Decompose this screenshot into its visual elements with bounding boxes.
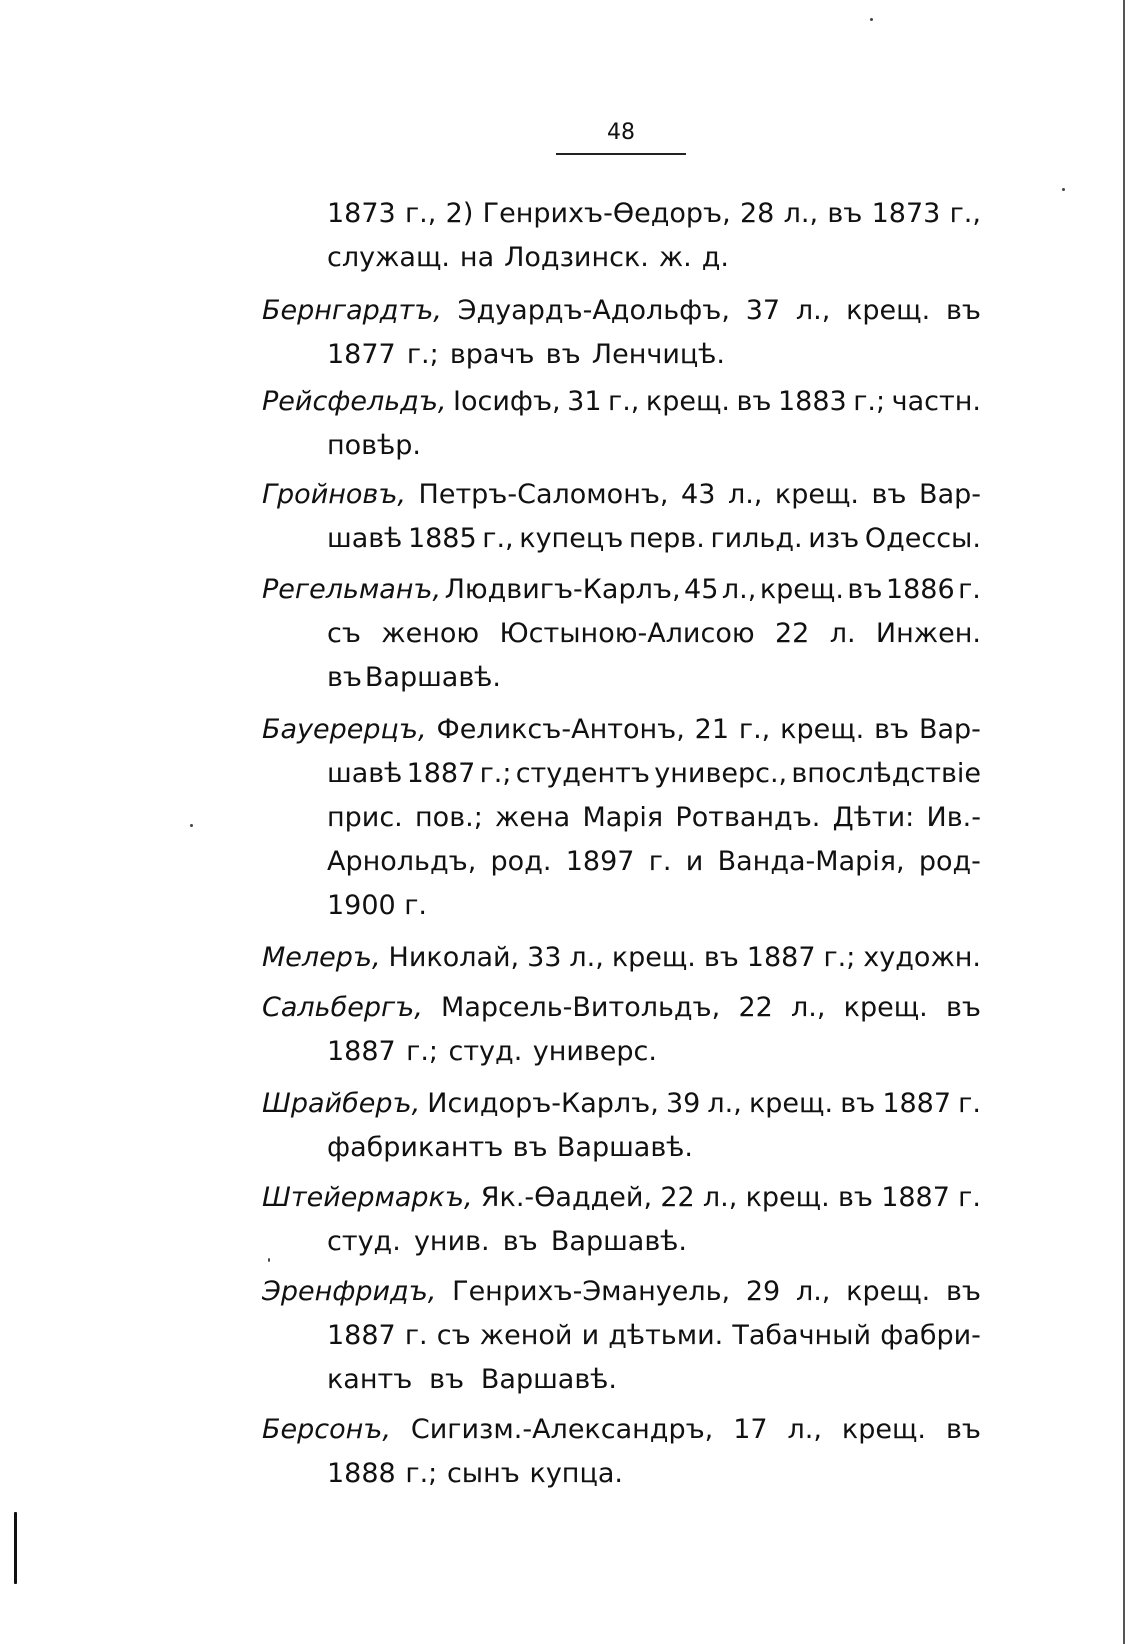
word: купецъ bbox=[519, 523, 624, 554]
word: г., bbox=[482, 523, 514, 554]
word: 29 bbox=[745, 1276, 781, 1307]
word: г.; bbox=[853, 386, 886, 417]
word: повѣр. bbox=[327, 430, 421, 461]
word: г.; bbox=[479, 758, 512, 789]
entry-first-line bbox=[262, 1082, 981, 1126]
word: г., bbox=[949, 198, 981, 229]
word: студ. bbox=[448, 1036, 523, 1067]
word: 1883 bbox=[778, 386, 847, 417]
word: 33 bbox=[527, 942, 562, 973]
entry-surname: Бернгардтъ, bbox=[262, 295, 442, 326]
word: кантъ bbox=[327, 1364, 413, 1395]
word: пов.; bbox=[415, 802, 483, 833]
word: г. bbox=[648, 846, 672, 877]
word: Ив.- bbox=[926, 802, 981, 833]
word: Генрихъ-Өедоръ, bbox=[482, 198, 731, 229]
word: Вар- bbox=[919, 479, 981, 510]
text-line bbox=[327, 796, 981, 840]
word: женой bbox=[479, 1320, 573, 1351]
page-number-rule bbox=[556, 153, 686, 155]
text-line bbox=[327, 884, 427, 928]
word: Ленчицѣ. bbox=[591, 339, 725, 370]
word: крещ. bbox=[841, 1414, 926, 1445]
word: г., bbox=[405, 198, 437, 229]
word: Варшавѣ. bbox=[364, 662, 501, 693]
word: г.; bbox=[406, 339, 439, 370]
word: въ bbox=[512, 1132, 548, 1163]
word: Вар- bbox=[918, 714, 981, 745]
entry-surname: Регельманъ, bbox=[262, 574, 442, 605]
entry-surname: Берсонъ, bbox=[262, 1414, 391, 1445]
word: 1873 bbox=[327, 198, 396, 229]
entry-first-line bbox=[262, 380, 981, 424]
word: 1900 bbox=[327, 890, 396, 921]
word: въ bbox=[837, 1182, 873, 1213]
word: гильд. bbox=[710, 523, 803, 554]
word: 1887 bbox=[406, 758, 476, 789]
word: л., bbox=[721, 574, 757, 605]
word: крещ. bbox=[645, 386, 730, 417]
word: Людвигъ-Карлъ, bbox=[444, 574, 681, 605]
entry-first-line bbox=[262, 1270, 981, 1314]
word: крещ. bbox=[745, 1182, 830, 1213]
word: 43 bbox=[681, 479, 716, 510]
word: перв. bbox=[628, 523, 705, 554]
entry-first-line bbox=[262, 568, 981, 612]
word: крещ. bbox=[843, 992, 928, 1023]
word: д. bbox=[701, 242, 729, 273]
word: въ bbox=[945, 295, 981, 326]
entry-surname: Рейсфельдъ, bbox=[262, 386, 447, 417]
word: Арнольдъ, bbox=[327, 846, 477, 877]
word: г., bbox=[738, 714, 771, 745]
word: въ bbox=[736, 386, 772, 417]
word: крещ. bbox=[611, 942, 696, 973]
word: г. bbox=[958, 1088, 981, 1119]
word: 1897 bbox=[565, 846, 635, 877]
word: г.; bbox=[405, 1458, 438, 1489]
entry-first-line bbox=[262, 936, 981, 980]
word: изъ bbox=[808, 523, 860, 554]
word: Табачный bbox=[732, 1320, 872, 1351]
entry-first-line bbox=[262, 708, 981, 752]
word: дѣтьми. bbox=[608, 1320, 724, 1351]
word: г., bbox=[608, 386, 640, 417]
word: Исидоръ-Карлъ, bbox=[427, 1088, 659, 1119]
page-edge-shadow bbox=[1123, 0, 1125, 1644]
word: 1887 bbox=[327, 1036, 396, 1067]
word: въ bbox=[874, 714, 910, 745]
word: Як.-Өаддей, bbox=[480, 1182, 653, 1213]
text-line bbox=[327, 424, 421, 468]
word: 1886 bbox=[885, 574, 955, 605]
word: Варшавѣ. bbox=[480, 1364, 617, 1395]
word: Іосифъ, bbox=[453, 386, 561, 417]
word: жена bbox=[495, 802, 571, 833]
word: г. bbox=[958, 1182, 981, 1213]
word: фабри- bbox=[880, 1320, 981, 1351]
word: крещ. bbox=[774, 479, 859, 510]
word: въ bbox=[840, 1088, 876, 1119]
word: Эдуардъ-Адольфъ, bbox=[457, 295, 730, 326]
text-line bbox=[327, 192, 981, 236]
word: шавѣ bbox=[327, 758, 403, 789]
word: г. bbox=[404, 1320, 428, 1351]
entry-surname: Мелеръ, bbox=[262, 942, 381, 973]
word: въ bbox=[703, 942, 739, 973]
word: фабрикантъ bbox=[327, 1132, 504, 1163]
word: крещ. bbox=[759, 574, 844, 605]
word: женою bbox=[381, 618, 480, 649]
text-line bbox=[327, 333, 725, 377]
word: 1887 bbox=[882, 1088, 952, 1119]
word: 28 bbox=[739, 198, 775, 229]
word: купца. bbox=[529, 1458, 623, 1489]
text-line bbox=[327, 236, 729, 280]
entry-surname: Штейермаркъ, bbox=[262, 1182, 473, 1213]
word: 1887 bbox=[327, 1320, 396, 1351]
word: л., bbox=[795, 295, 831, 326]
word: крещ. bbox=[846, 295, 931, 326]
word: врачъ bbox=[449, 339, 535, 370]
word: частн. bbox=[891, 386, 981, 417]
word: въ bbox=[945, 1276, 981, 1307]
word: л., bbox=[791, 992, 826, 1023]
text-line bbox=[327, 840, 981, 884]
word: крещ. bbox=[846, 1276, 931, 1307]
word: 31 bbox=[567, 386, 602, 417]
word: 37 bbox=[745, 295, 781, 326]
word: 1887 bbox=[746, 942, 816, 973]
word: въ bbox=[502, 1226, 538, 1257]
word: л., bbox=[702, 1182, 738, 1213]
word: служащ. bbox=[327, 242, 450, 273]
word: 1873 bbox=[871, 198, 941, 229]
word: въ bbox=[847, 574, 883, 605]
word: шавѣ bbox=[327, 523, 403, 554]
word: 1885 bbox=[407, 523, 477, 554]
word: 21 bbox=[694, 714, 730, 745]
word: крещ. bbox=[748, 1088, 834, 1119]
scan-edge-mark bbox=[14, 1512, 17, 1584]
word: Ванда-Марія, bbox=[717, 846, 905, 877]
word: 45 bbox=[684, 574, 719, 605]
word: унив. bbox=[413, 1226, 490, 1257]
word: студентъ bbox=[515, 758, 650, 789]
page-number: 48 bbox=[607, 120, 635, 145]
word: Сигизм.-Александръ, bbox=[410, 1414, 714, 1445]
word: художн. bbox=[863, 942, 981, 973]
word: 1877 bbox=[327, 339, 396, 370]
word: въ bbox=[545, 339, 581, 370]
word: л., bbox=[569, 942, 604, 973]
word: Дѣти: bbox=[832, 802, 915, 833]
word: 1888 bbox=[327, 1458, 396, 1489]
text-line bbox=[327, 1126, 693, 1170]
entry-first-line bbox=[262, 986, 981, 1030]
scan-speck bbox=[190, 824, 193, 827]
word: Одессы. bbox=[864, 523, 981, 554]
text-line bbox=[327, 517, 981, 561]
word: 22 bbox=[774, 618, 810, 649]
word: впослѣдствіе bbox=[791, 758, 981, 789]
word: 2) bbox=[445, 198, 474, 229]
entry-first-line bbox=[262, 289, 981, 333]
word: въ bbox=[327, 662, 362, 693]
word: крещ. bbox=[780, 714, 865, 745]
scan-speck bbox=[1062, 188, 1065, 191]
text-line bbox=[327, 1030, 657, 1074]
word: Марія bbox=[582, 802, 664, 833]
entry-surname: Бауерерцъ, bbox=[262, 714, 427, 745]
word: л., bbox=[707, 1088, 742, 1119]
word: л. bbox=[829, 618, 856, 649]
entry-surname: Эренфридъ, bbox=[262, 1276, 437, 1307]
entry-first-line bbox=[262, 1408, 981, 1452]
word: л., bbox=[787, 1414, 822, 1445]
word: студ. bbox=[327, 1226, 401, 1257]
scan-speck bbox=[870, 18, 873, 21]
entry-surname: Шрайберъ, bbox=[262, 1088, 421, 1119]
entry-first-line bbox=[262, 1176, 981, 1220]
word: Петръ-Саломонъ, bbox=[418, 479, 669, 510]
word: л., bbox=[783, 198, 819, 229]
word: въ bbox=[871, 479, 907, 510]
word: универс. bbox=[532, 1036, 657, 1067]
word: и bbox=[685, 846, 704, 877]
word: Варшавѣ. bbox=[556, 1132, 693, 1163]
word: Лодзинск. bbox=[504, 242, 649, 273]
text-line bbox=[327, 1220, 687, 1264]
word: Инжен. bbox=[875, 618, 981, 649]
word: въ bbox=[429, 1364, 465, 1395]
word: г. bbox=[404, 890, 427, 921]
word: г.; bbox=[406, 1036, 439, 1067]
word: род- bbox=[918, 846, 981, 877]
word: 17 bbox=[733, 1414, 768, 1445]
word: Ротвандъ. bbox=[675, 802, 821, 833]
word: въ bbox=[827, 198, 863, 229]
word: Феликсъ-Антонъ, bbox=[436, 714, 685, 745]
word: Марсель-Витольдъ, bbox=[441, 992, 721, 1023]
word: Юстыною-Алисою bbox=[499, 618, 755, 649]
word: Николай, bbox=[388, 942, 520, 973]
word: 39 bbox=[665, 1088, 701, 1119]
text-line bbox=[327, 656, 501, 700]
word: съ bbox=[436, 1320, 471, 1351]
word: 22 bbox=[738, 992, 773, 1023]
word: ж. bbox=[658, 242, 692, 273]
word: съ bbox=[327, 618, 361, 649]
word: л., bbox=[727, 479, 763, 510]
word: сынъ bbox=[446, 1458, 520, 1489]
word: въ bbox=[945, 992, 981, 1023]
word: универс., bbox=[654, 758, 788, 789]
text-line bbox=[327, 1358, 617, 1402]
word: Варшавѣ. bbox=[550, 1226, 687, 1257]
word: г.; bbox=[823, 942, 856, 973]
word: на bbox=[459, 242, 495, 273]
entry-surname: Сальбергъ, bbox=[262, 992, 423, 1023]
text-line bbox=[327, 752, 981, 796]
text-line bbox=[327, 612, 981, 656]
word: л., bbox=[795, 1276, 831, 1307]
word: 1887 bbox=[881, 1182, 950, 1213]
word: и bbox=[581, 1320, 600, 1351]
word: род. bbox=[490, 846, 552, 877]
text-line bbox=[327, 1452, 623, 1496]
entry-first-line bbox=[262, 473, 981, 517]
word: г. bbox=[958, 574, 981, 605]
scan-speck bbox=[268, 1258, 270, 1262]
text-line bbox=[327, 1314, 981, 1358]
word: 22 bbox=[660, 1182, 695, 1213]
word: прис. bbox=[327, 802, 403, 833]
entry-surname: Гройновъ, bbox=[262, 479, 406, 510]
word: Генрихъ-Эмануель, bbox=[452, 1276, 731, 1307]
word: въ bbox=[945, 1414, 981, 1445]
